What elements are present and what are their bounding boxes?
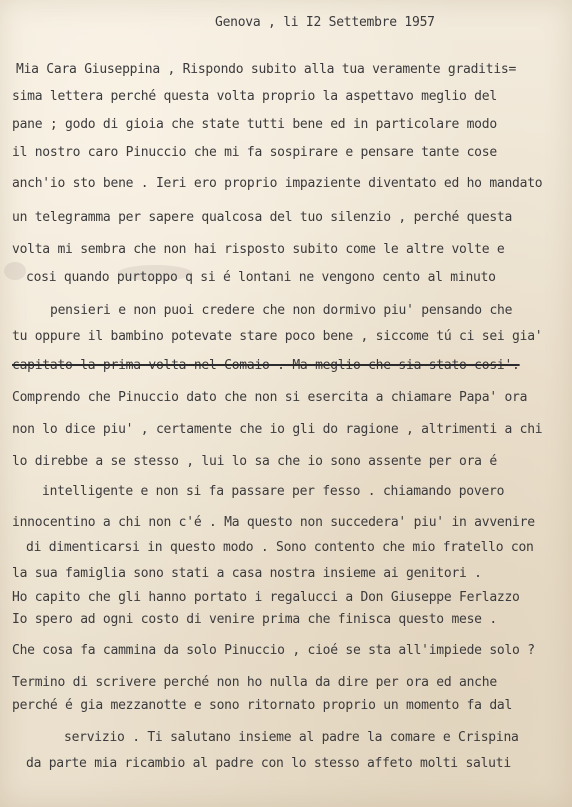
letter-line: pensieri e non puoi credere che non dormivo piu' pensando che: [50, 303, 513, 318]
letter-line: non lo dice piu' , certamente che io gli do ragione , altrimenti a chi: [12, 422, 543, 437]
struck-text: capitato la prima volta nel Comaio . Ma meglio che sia stato cosi'.: [12, 358, 520, 373]
letter-line: intelligente e non si fa passare per fesso . chiamando povero: [42, 484, 505, 499]
letter-line: Termino di scrivere perché non ho nulla da dire per ora ed anche: [12, 675, 497, 690]
letter-line: volta mi sembra che non hai risposto subito come le altre volte e: [12, 242, 505, 257]
letter-line: un telegramma per sapere qualcosa del tuo silenzio , perché questa: [12, 210, 513, 225]
letter-line: Io spero ad ogni costo di venire prima che finisca questo mese .: [12, 612, 497, 627]
letter-line: innocentino a chi non c'é . Ma questo non succedera' piu' in avvenire: [12, 515, 535, 530]
letter-line: tu oppure il bambino potevate stare poco bene , siccome tú ci sei gia': [12, 329, 543, 344]
letter-line: servizio . Ti salutano insieme al padre la comare e Crispina: [64, 730, 519, 745]
ink-smudge: [4, 262, 26, 280]
letter-line: anch'io sto bene . Ieri ero proprio impaziente diventato ed ho mandato: [12, 176, 543, 191]
struck-letter-line: [12, 358, 520, 374]
letter-line: da parte mia ricambio al padre con lo stesso affeto molti saluti: [26, 756, 511, 771]
letter-line: pane ; godo di gioia che state tutti bene ed in particolare modo: [12, 117, 497, 132]
letter-line: Che cosa fa cammina da solo Pinuccio , cioé se sta all'impiede solo ?: [12, 643, 535, 658]
letter-line: cosi quando purtoppo q si é lontani ne vengono cento al minuto: [26, 270, 496, 285]
letter-line: Ho capito che gli hanno portato i regalucci a Don Giuseppe Ferlazzo: [12, 590, 520, 605]
letter-dateline: Genova , li I2 Settembre 1957: [215, 15, 435, 30]
letter-line: la sua famiglia sono stati a casa nostra insieme ai genitori .: [12, 566, 482, 581]
letter-line: lo direbbe a se stesso , lui lo sa che io sono assente per ora é: [12, 454, 497, 469]
letter-line: Comprendo che Pinuccio dato che non si esercita a chiamare Papa' ora: [12, 390, 528, 405]
letter-line: Mia Cara Giuseppina , Rispondo subito alla tua veramente graditis=: [16, 62, 517, 77]
letter-line: il nostro caro Pinuccio che mi fa sospirare e pensare tante cose: [12, 145, 497, 160]
letter-line: perché é gia mezzanotte e sono ritornato proprio un momento fa dal: [12, 698, 513, 713]
letter-line: di dimenticarsi in questo modo . Sono contento che mio fratello con: [26, 540, 534, 555]
letter-line: sima lettera perché questa volta proprio la aspettavo meglio del: [12, 89, 497, 104]
